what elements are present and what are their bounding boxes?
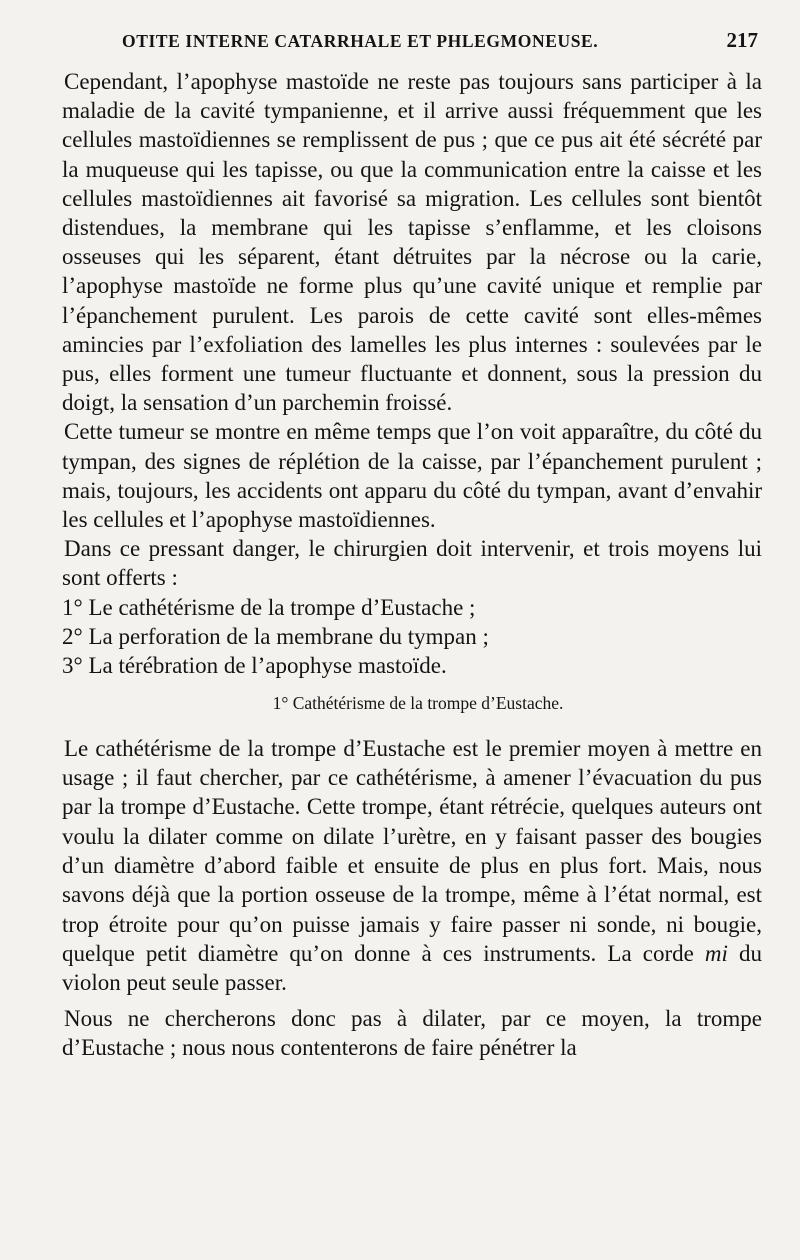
page-number: 217 <box>726 28 758 52</box>
paragraph-catheterisme <box>62 734 762 998</box>
list-item: 1° Le cathétérisme de la trompe d’Eustache ; <box>62 594 476 620</box>
running-head <box>62 28 762 53</box>
italic-term: mi <box>704 940 728 966</box>
list-item: 3° La térébration de l’apophyse mastoïde. <box>62 653 447 679</box>
treatment-list <box>62 593 762 681</box>
paragraph-last: Nous ne chercherons donc pas à dilater, par ce moyen, la trompe d’Eustache ; nous nous contenterons de faire pénétrer la <box>62 1005 762 1060</box>
paragraph-tumeur: Cette tumeur se montre en même temps que l’on voit apparaître, du côté du tympan, des signes de réplétion de la caisse, par l’épanchement purulent ; mais, toujours, les accidents ont apparu du côté du tympan, avant d’envahir les cellules et l’apophyse mastoïdiennes. <box>62 419 762 533</box>
paragraph-danger: Dans ce pressant danger, le chirurgien doit intervenir, et trois moyens lui sont offerts : <box>62 536 762 591</box>
paragraph-apophyse: Cependant, l’apophyse mastoïde ne reste pas toujours sans participer à la maladie de la cavité tympanienne, et il arrive aussi fréquemment que les cellules mastoïdiennes se remplissent de pus ; que ce pus ait été sécrété par la muqueuse qui les tapisse, ou que la communication entre la caisse et les cellules mastoïdiennes ait favorisé sa migration. Les cellules sont bientôt distendues, la membrane qui les tapisse s’enflamme, et les cloisons osseuses qui les séparent, étant détruites par la nécrose ou la carie, l’apophyse mastoïde ne forme plus qu’une cavité unique et remplie par l’épanchement purulent. Les parois de cette cavité sont elles-mêmes amincies par l’exfoliation des lamelles les plus internes : soulevées par le pus, elles forment une tumeur fluctuante et donnent, sous la pression du doigt, la sensation d’un parchemin froissé. <box>62 69 762 416</box>
paragraph-text: Le cathétérisme de la trompe d’Eustache est le premier moyen à mettre en usage ; il faut chercher, par ce cathétérisme, à amener l’évacuation du pus par la trompe d’Eustache. Cette trompe, étant rétrécie, quelques auteurs ont voulu la dilater comme on dilate l’urètre, en y faisant passer des bougies d’un diamètre d’abord faible et ensuite de plus en plus fort. Mais, nous savons déjà que la portion osseuse de la trompe, même à l’état normal, est trop étroite pour qu’on puisse jamais y faire passer ni sonde, ni bougie, quelque petit diamètre qu’on donne à ces instruments. La corde <box>62 735 762 966</box>
list-item: 2° La perforation de la membrane du tympan ; <box>62 624 489 650</box>
running-title: OTITE INTERNE CATARRHALE ET PHLEGMONEUSE. <box>122 31 599 51</box>
paragraph-text: du violon peut seule passer. <box>62 940 763 996</box>
section-heading: 1° Cathétérisme de la trompe d’Eustache. <box>272 692 564 713</box>
